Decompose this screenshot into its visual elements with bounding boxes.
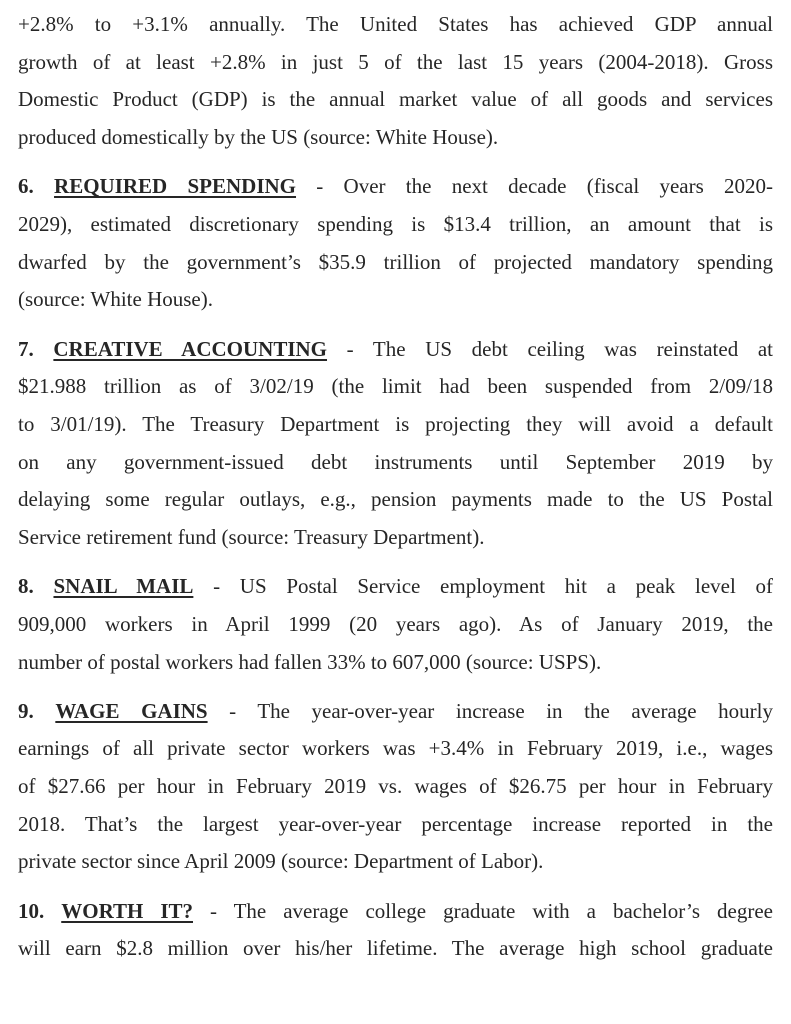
list-item [18,893,773,968]
list-item [18,693,773,881]
item-number: 7. [18,336,34,361]
text-line: growth of at least +2.8% in just 5 of the last 15 years (2004-2018). Gross [18,49,773,74]
item-heading: REQUIRED SPENDING [54,174,297,199]
item-heading: WORTH IT? [61,898,193,923]
text-line [18,331,773,369]
text-line: will earn $2.8 million over his/her lifetime. The average high school graduate [18,936,773,961]
item-text: - The year-over-year increase in the average hourly [207,698,773,723]
item-heading: CREATIVE ACCOUNTING [53,336,328,361]
list-item [18,568,773,681]
item-number: 6. [18,174,34,199]
text-line: +2.8% to +3.1% annually. The United States has achieved GDP annual [18,12,773,36]
text-line: number of postal workers had fallen 33% to 607,000 (source: USPS). [18,649,602,674]
item-number: 10. [18,898,45,923]
item-heading: SNAIL MAIL [53,574,194,599]
text-line: Domestic Product (GDP) is the annual market value of all goods and services [18,87,773,112]
list-item [18,331,773,557]
text-line: to 3/01/19). The Treasury Department is projecting they will avoid a default [18,411,773,436]
text-line [18,568,773,606]
item-number: 8. [18,574,34,599]
item-text: - The US debt ceiling was reinstated at [327,336,773,361]
text-line: $21.988 trillion as of 3/02/19 (the limit had been suspended from 2/09/18 [18,374,773,399]
text-line: (source: White House). [18,287,213,312]
text-line [18,693,773,731]
item-text: - Over the next decade (fiscal years 2020- [296,174,774,199]
document-page [18,6,773,980]
list-item [18,6,773,157]
text-line [18,168,773,206]
text-line: on any government-issued debt instruments until September 2019 by [18,449,773,474]
item-text: - The average college graduate with a bachelor’s degree [193,898,773,923]
text-line: dwarfed by the government’s $35.9 trillion of projected mandatory spending [18,249,773,274]
text-line: of $27.66 per hour in February 2019 vs. wages of $26.75 per hour in February [18,774,773,799]
text-line: delaying some regular outlays, e.g., pension payments made to the US Postal [18,487,773,512]
list-item [18,168,773,319]
text-line: 909,000 workers in April 1999 (20 years ago). As of January 2019, the [18,611,773,636]
text-line: produced domestically by the US (source: White House). [18,125,499,150]
item-text: - US Postal Service employment hit a peak level of [193,574,773,599]
item-number: 9. [18,698,34,723]
text-line: earnings of all private sector workers was +3.4% in February 2019, i.e., wages [18,736,773,761]
text-line: Service retirement fund (source: Treasury Department). [18,524,485,549]
text-line: private sector since April 2009 (source: Department of Labor). [18,849,544,874]
text-line [18,893,773,931]
text-line: 2029), estimated discretionary spending is $13.4 trillion, an amount that is [18,211,773,236]
item-heading: WAGE GAINS [55,698,208,723]
text-line: 2018. That’s the largest year-over-year percentage increase reported in the [18,811,773,836]
